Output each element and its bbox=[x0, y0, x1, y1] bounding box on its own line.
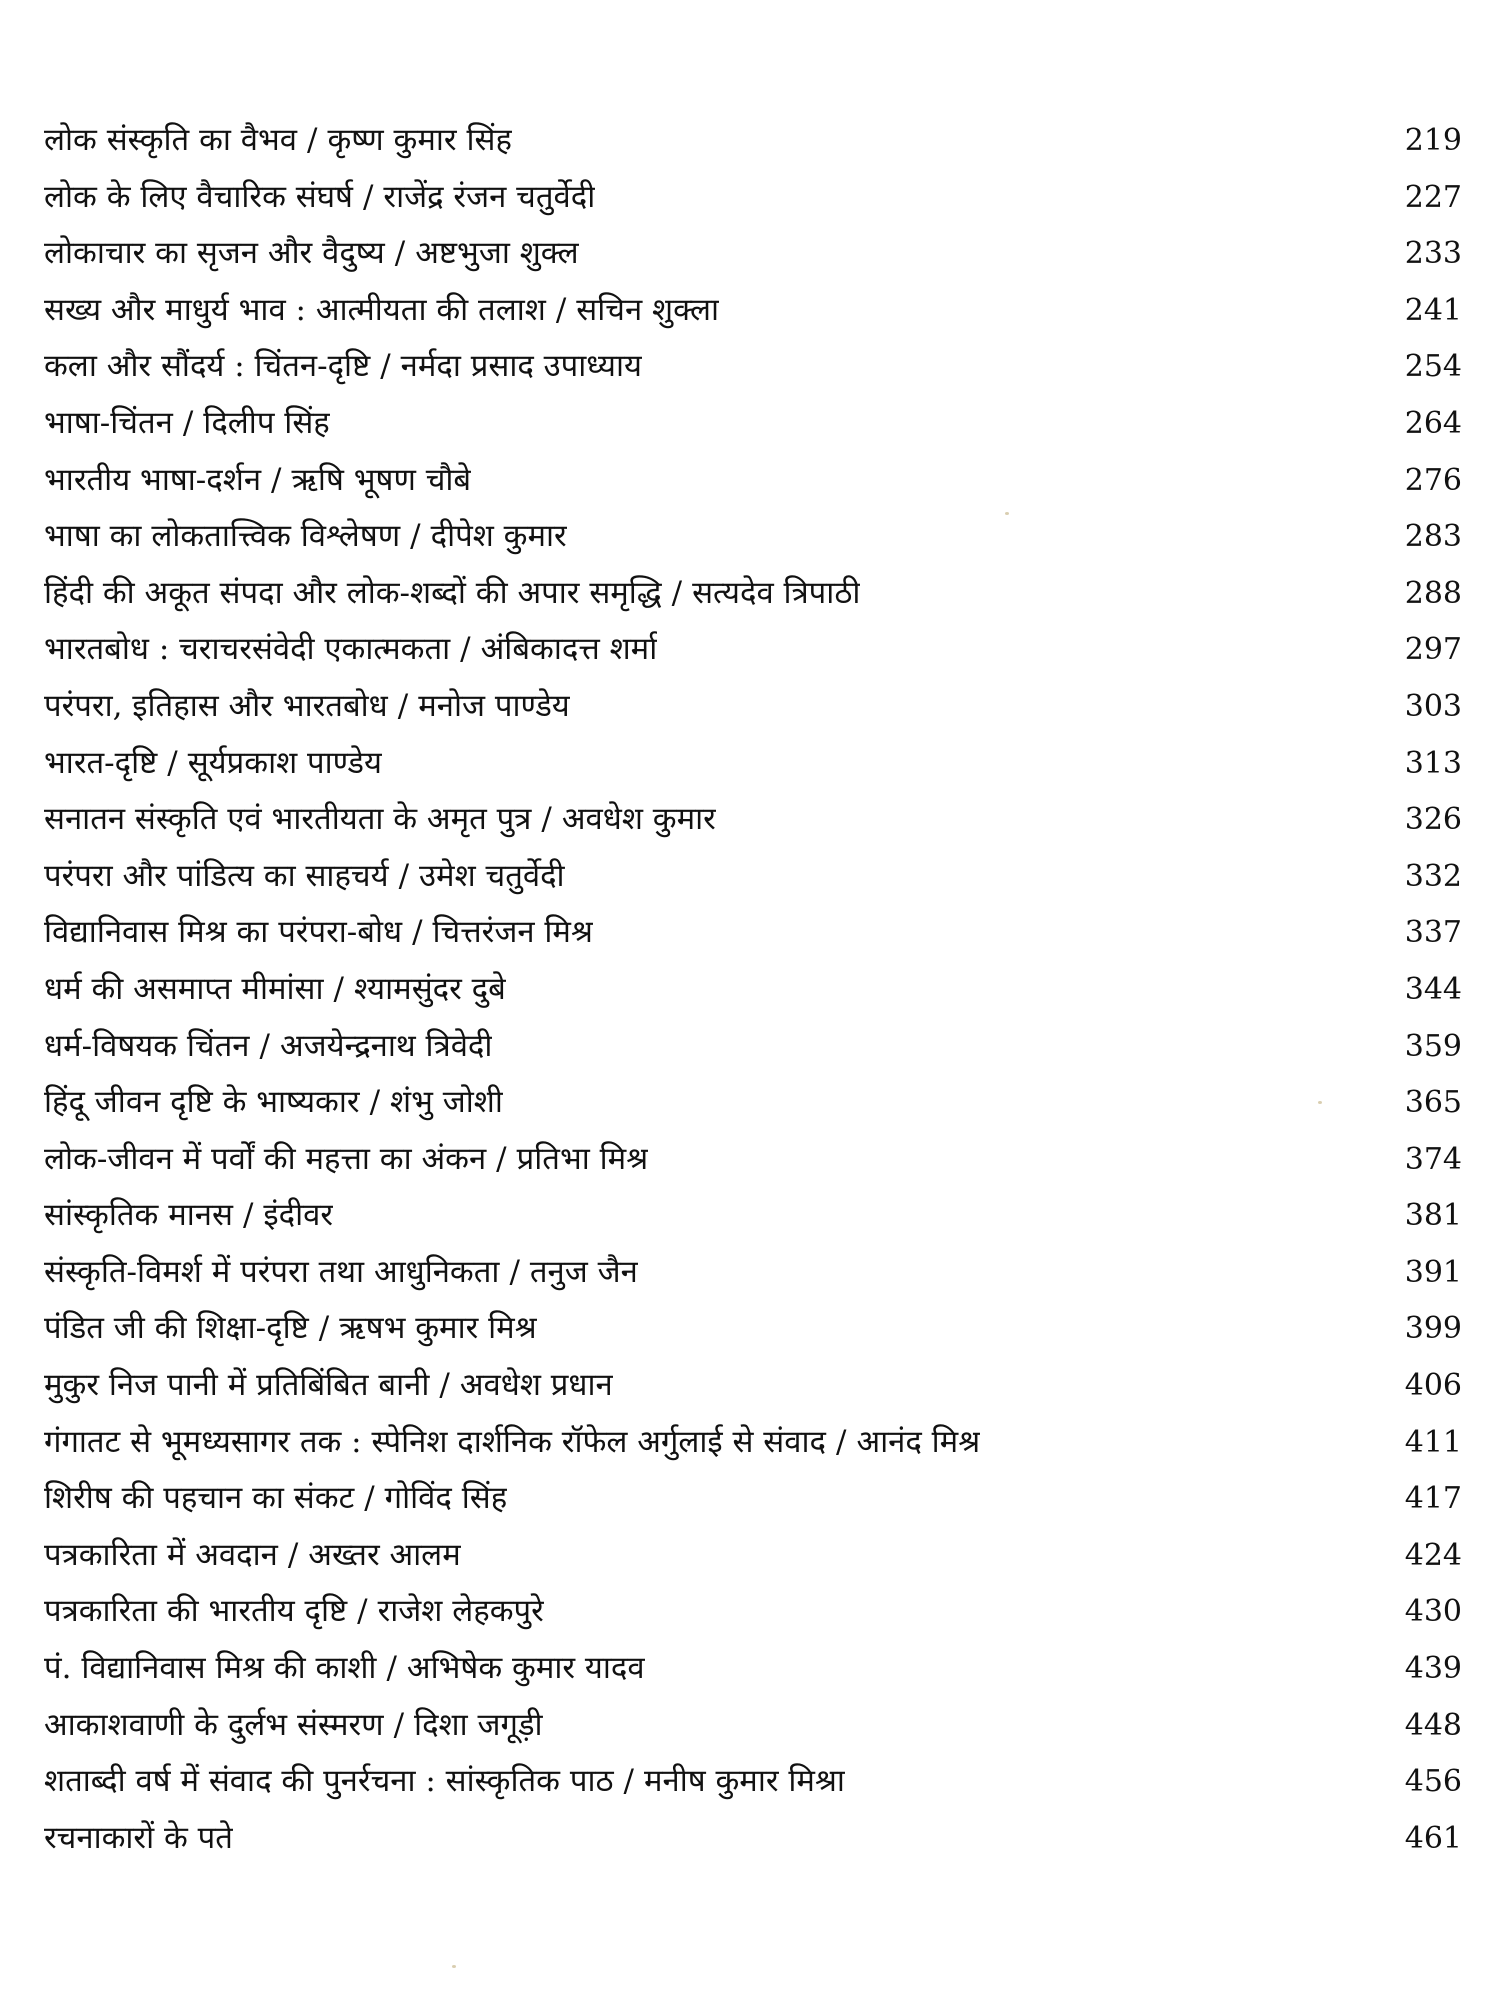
entry-page-number: 411 bbox=[1404, 1424, 1462, 1460]
toc-entry-row bbox=[44, 1018, 1462, 1075]
toc-entry bbox=[44, 1244, 638, 1301]
toc-entry bbox=[44, 112, 512, 169]
entry-page-number: 276 bbox=[1404, 462, 1462, 498]
entry-title: गंगातट से भूमध्यसागर तक : स्पेनिश दार्शनिक रॉफेल अर्गुलाई से संवाद bbox=[44, 1423, 826, 1460]
entry-title: भाषा का लोकतात्त्विक विश्लेषण bbox=[44, 518, 401, 555]
entry-author: अवधेश कुमार bbox=[561, 801, 716, 838]
entry-author: अख्तर आलम bbox=[308, 1536, 461, 1573]
paper-speck bbox=[1005, 512, 1009, 515]
entry-title: धर्म की असमाप्त मीमांसा bbox=[44, 970, 324, 1007]
toc-entry-row bbox=[44, 791, 1462, 848]
paper-speck bbox=[1318, 1101, 1322, 1104]
toc-entry bbox=[44, 1187, 333, 1244]
toc-entry-row bbox=[44, 1187, 1462, 1244]
paper-speck bbox=[452, 1965, 456, 1968]
entry-author: श्यामसुंदर दुबे bbox=[354, 970, 506, 1007]
entry-title: पत्रकारिता की भारतीय दृष्टि bbox=[44, 1593, 348, 1630]
toc-entry bbox=[44, 225, 579, 282]
title-author-separator: / bbox=[410, 518, 421, 555]
toc-entry bbox=[44, 508, 567, 565]
toc-entry bbox=[44, 1640, 645, 1697]
title-author-separator: / bbox=[357, 1593, 368, 1630]
entry-author: राजेश लेहकपुरे bbox=[377, 1593, 544, 1630]
title-author-separator: / bbox=[287, 1536, 299, 1573]
title-author-separator: / bbox=[393, 1706, 405, 1743]
entry-page-number: 227 bbox=[1404, 179, 1462, 215]
title-author-separator: / bbox=[439, 1367, 450, 1404]
entry-author: मनोज पाण्डेय bbox=[418, 687, 570, 724]
entry-author: इंदीवर bbox=[263, 1197, 334, 1234]
entry-page-number: 332 bbox=[1404, 858, 1462, 894]
entry-author: शंभु जोशी bbox=[390, 1084, 503, 1121]
entry-title: पत्रकारिता में अवदान bbox=[44, 1536, 278, 1573]
entry-title: लोक के लिए वैचारिक संघर्ष bbox=[44, 178, 353, 215]
entry-page-number: 233 bbox=[1404, 236, 1462, 272]
toc-entry bbox=[44, 1131, 648, 1188]
title-author-separator: / bbox=[307, 122, 318, 158]
entry-author: अष्टभुजा शुक्ल bbox=[415, 235, 579, 272]
toc-entry bbox=[44, 1527, 461, 1584]
toc-entry-row bbox=[44, 282, 1462, 339]
entry-title: भारत-दृष्टि bbox=[44, 744, 158, 781]
toc-entry bbox=[44, 1697, 543, 1754]
entry-page-number: 297 bbox=[1404, 632, 1462, 668]
entry-page-number: 430 bbox=[1404, 1594, 1462, 1630]
toc-entry bbox=[44, 1300, 537, 1357]
title-author-separator: / bbox=[271, 461, 282, 498]
toc-entry bbox=[44, 282, 719, 339]
entry-page-number: 337 bbox=[1404, 915, 1462, 951]
title-author-separator: / bbox=[394, 235, 406, 272]
entry-title: हिंदी की अकूत संपदा और लोक-शब्दों की अपार समृद्धि bbox=[44, 574, 662, 611]
title-author-separator: / bbox=[623, 1763, 634, 1800]
title-author-separator: / bbox=[167, 744, 178, 781]
toc-entry-row bbox=[44, 1810, 1462, 1867]
toc-entry-row bbox=[44, 508, 1462, 565]
toc-entry bbox=[44, 621, 657, 678]
entry-page-number: 424 bbox=[1404, 1537, 1462, 1573]
entry-title: भाषा-चिंतन bbox=[44, 404, 173, 441]
entry-page-number: 399 bbox=[1404, 1311, 1462, 1347]
toc-entry-row bbox=[44, 1074, 1462, 1131]
toc-entry-row bbox=[44, 1470, 1462, 1527]
toc-entry-row bbox=[44, 169, 1462, 226]
entry-author: मनीष कुमार मिश्रा bbox=[643, 1763, 845, 1800]
entry-page-number: 303 bbox=[1404, 688, 1462, 724]
toc-entry-row bbox=[44, 735, 1462, 792]
entry-page-number: 365 bbox=[1404, 1085, 1462, 1121]
entry-page-number: 448 bbox=[1404, 1707, 1462, 1743]
toc-entry bbox=[44, 1470, 507, 1527]
entry-author: तनुज जैन bbox=[529, 1253, 638, 1290]
title-author-separator: / bbox=[397, 687, 409, 724]
title-author-separator: / bbox=[386, 1650, 397, 1687]
toc-entry bbox=[44, 1357, 613, 1414]
entry-page-number: 241 bbox=[1404, 292, 1462, 328]
toc-entry bbox=[44, 1583, 544, 1640]
entry-page-number: 288 bbox=[1404, 575, 1462, 611]
toc-entry-row bbox=[44, 452, 1462, 509]
entry-title: भारतबोध : चराचरसंवेदी एकात्मकता bbox=[44, 631, 451, 668]
entry-title: संस्कृति-विमर्श में परंपरा तथा आधुनिकता bbox=[44, 1253, 500, 1290]
toc-entry bbox=[44, 169, 595, 226]
toc-entry-row bbox=[44, 1753, 1462, 1810]
entry-page-number: 461 bbox=[1404, 1820, 1462, 1856]
title-author-separator: / bbox=[541, 801, 552, 838]
toc-entry bbox=[44, 452, 471, 509]
toc-entry bbox=[44, 1753, 845, 1810]
toc-entry-row bbox=[44, 225, 1462, 282]
entry-author: ऋषभ कुमार मिश्र bbox=[339, 1310, 537, 1347]
entry-title: आकाशवाणी के दुर्लभ संस्मरण bbox=[44, 1706, 384, 1743]
title-author-separator: / bbox=[369, 1084, 381, 1121]
title-author-separator: / bbox=[182, 404, 194, 441]
entry-title: लोक संस्कृति का वैभव bbox=[44, 122, 298, 158]
title-author-separator: / bbox=[398, 857, 410, 894]
entry-author: दीपेश कुमार bbox=[430, 518, 567, 555]
entry-title: सख्य और माधुर्य भाव : आत्मीयता की तलाश bbox=[44, 291, 546, 328]
toc-entry bbox=[44, 1018, 492, 1075]
entry-title: सनातन संस्कृति एवं भारतीयता के अमृत पुत्र bbox=[44, 801, 532, 838]
toc-entry-row bbox=[44, 1357, 1462, 1414]
entry-title: धर्म-विषयक चिंतन bbox=[44, 1027, 250, 1064]
entry-page-number: 456 bbox=[1404, 1764, 1462, 1800]
entry-author: राजेंद्र रंजन चतुर्वेदी bbox=[383, 178, 596, 215]
toc-entry bbox=[44, 735, 382, 792]
title-author-separator: / bbox=[460, 631, 471, 668]
toc-entry-row bbox=[44, 1640, 1462, 1697]
entry-author: प्रतिभा मिश्र bbox=[516, 1140, 649, 1177]
entry-author: कृष्ण कुमार सिंह bbox=[327, 122, 512, 158]
entry-title: भारतीय भाषा-दर्शन bbox=[44, 461, 262, 498]
toc-entry-row bbox=[44, 1131, 1462, 1188]
toc-entry-row bbox=[44, 848, 1462, 905]
entry-author: ऋषि भूषण चौबे bbox=[291, 461, 472, 498]
toc-entry bbox=[44, 904, 593, 961]
entry-title: पंडित जी की शिक्षा-दृष्टि bbox=[44, 1310, 309, 1347]
toc-entry-row bbox=[44, 904, 1462, 961]
entry-author: अवधेश प्रधान bbox=[459, 1367, 613, 1404]
toc-entry-row bbox=[44, 112, 1462, 169]
title-author-separator: / bbox=[333, 970, 344, 1007]
entry-title: मुकुर निज पानी में प्रतिबिंबित बानी bbox=[44, 1367, 430, 1404]
toc-entry bbox=[44, 1810, 233, 1867]
toc-entry-row bbox=[44, 1527, 1462, 1584]
title-author-separator: / bbox=[380, 348, 391, 385]
entry-page-number: 406 bbox=[1404, 1368, 1462, 1404]
toc-entry bbox=[44, 678, 570, 735]
toc-entry bbox=[44, 338, 642, 395]
table-of-contents bbox=[44, 112, 1462, 1866]
entry-title: परंपरा और पांडित्य का साहचर्य bbox=[44, 857, 389, 894]
entry-author: अंबिकादत्त शर्मा bbox=[480, 631, 658, 668]
entry-title: सांस्कृतिक मानस bbox=[44, 1197, 233, 1234]
entry-title: हिंदू जीवन दृष्टि के भाष्यकार bbox=[44, 1084, 360, 1121]
entry-page-number: 283 bbox=[1404, 519, 1462, 555]
entry-page-number: 417 bbox=[1404, 1481, 1462, 1517]
title-author-separator: / bbox=[259, 1027, 270, 1064]
entry-title: रचनाकारों के पते bbox=[44, 1819, 233, 1856]
title-author-separator: / bbox=[362, 178, 374, 215]
title-author-separator: / bbox=[555, 291, 567, 328]
toc-entry-row bbox=[44, 565, 1462, 622]
entry-author: अजयेन्द्रनाथ त्रिवेदी bbox=[279, 1027, 493, 1064]
title-author-separator: / bbox=[836, 1423, 847, 1460]
entry-author: सत्यदेव त्रिपाठी bbox=[692, 574, 861, 611]
entry-page-number: 326 bbox=[1404, 802, 1462, 838]
entry-author: सचिन शुक्ला bbox=[576, 291, 720, 328]
entry-author: चित्तरंजन मिश्र bbox=[432, 914, 593, 951]
entry-page-number: 264 bbox=[1404, 405, 1462, 441]
entry-author: आनंद मिश्र bbox=[856, 1423, 981, 1460]
entry-title: पं. विद्यानिवास मिश्र की काशी bbox=[44, 1650, 377, 1687]
toc-entry-row bbox=[44, 1244, 1462, 1301]
toc-entry bbox=[44, 791, 716, 848]
entry-title: लोक-जीवन में पर्वों की महत्ता का अंकन bbox=[44, 1140, 487, 1177]
toc-entry-row bbox=[44, 1414, 1462, 1471]
entry-author: अभिषेक कुमार यादव bbox=[406, 1650, 645, 1687]
toc-entry-row bbox=[44, 621, 1462, 678]
entry-title: विद्यानिवास मिश्र का परंपरा-बोध bbox=[44, 914, 403, 951]
entry-page-number: 391 bbox=[1404, 1254, 1462, 1290]
entry-title: कला और सौंदर्य : चिंतन-दृष्टि bbox=[44, 348, 371, 385]
entry-page-number: 344 bbox=[1404, 971, 1462, 1007]
toc-entry-row bbox=[44, 1300, 1462, 1357]
entry-page-number: 374 bbox=[1404, 1141, 1462, 1177]
entry-page-number: 359 bbox=[1404, 1028, 1462, 1064]
entry-author: उमेश चतुर्वेदी bbox=[419, 857, 565, 894]
title-author-separator: / bbox=[509, 1253, 520, 1290]
entry-page-number: 254 bbox=[1404, 349, 1462, 385]
entry-author: दिलीप सिंह bbox=[203, 404, 330, 441]
entry-title: लोकाचार का सृजन और वैदुष्य bbox=[44, 235, 385, 272]
toc-entry-row bbox=[44, 1583, 1462, 1640]
entry-title: शताब्दी वर्ष में संवाद की पुनर्रचना : सांस्कृतिक पाठ bbox=[44, 1763, 614, 1800]
entry-page-number: 219 bbox=[1404, 123, 1462, 158]
toc-entry-row bbox=[44, 961, 1462, 1018]
entry-author: दिशा जगूड़ी bbox=[414, 1706, 543, 1743]
entry-page-number: 381 bbox=[1404, 1198, 1462, 1234]
toc-entry-row bbox=[44, 678, 1462, 735]
entry-author: सूर्यप्रकाश पाण्डेय bbox=[187, 744, 382, 781]
toc-entry bbox=[44, 848, 565, 905]
toc-entry bbox=[44, 961, 506, 1018]
toc-entry-row bbox=[44, 1697, 1462, 1754]
toc-entry-row bbox=[44, 395, 1462, 452]
entry-author: गोविंद सिंह bbox=[384, 1480, 508, 1517]
title-author-separator: / bbox=[242, 1197, 254, 1234]
entry-title: शिरीष की पहचान का संकट bbox=[44, 1480, 355, 1517]
title-author-separator: / bbox=[318, 1310, 330, 1347]
toc-entry bbox=[44, 565, 860, 622]
entry-author: नर्मदा प्रसाद उपाध्याय bbox=[400, 348, 642, 385]
entry-page-number: 313 bbox=[1404, 745, 1462, 781]
title-author-separator: / bbox=[364, 1480, 375, 1517]
toc-entry bbox=[44, 1074, 503, 1131]
toc-entry bbox=[44, 1414, 980, 1471]
title-author-separator: / bbox=[671, 574, 683, 611]
entry-page-number: 439 bbox=[1404, 1651, 1462, 1687]
toc-entry-row bbox=[44, 338, 1462, 395]
toc-entry bbox=[44, 395, 330, 452]
entry-title: परंपरा, इतिहास और भारतबोध bbox=[44, 687, 388, 724]
title-author-separator: / bbox=[496, 1140, 507, 1177]
title-author-separator: / bbox=[412, 914, 423, 951]
